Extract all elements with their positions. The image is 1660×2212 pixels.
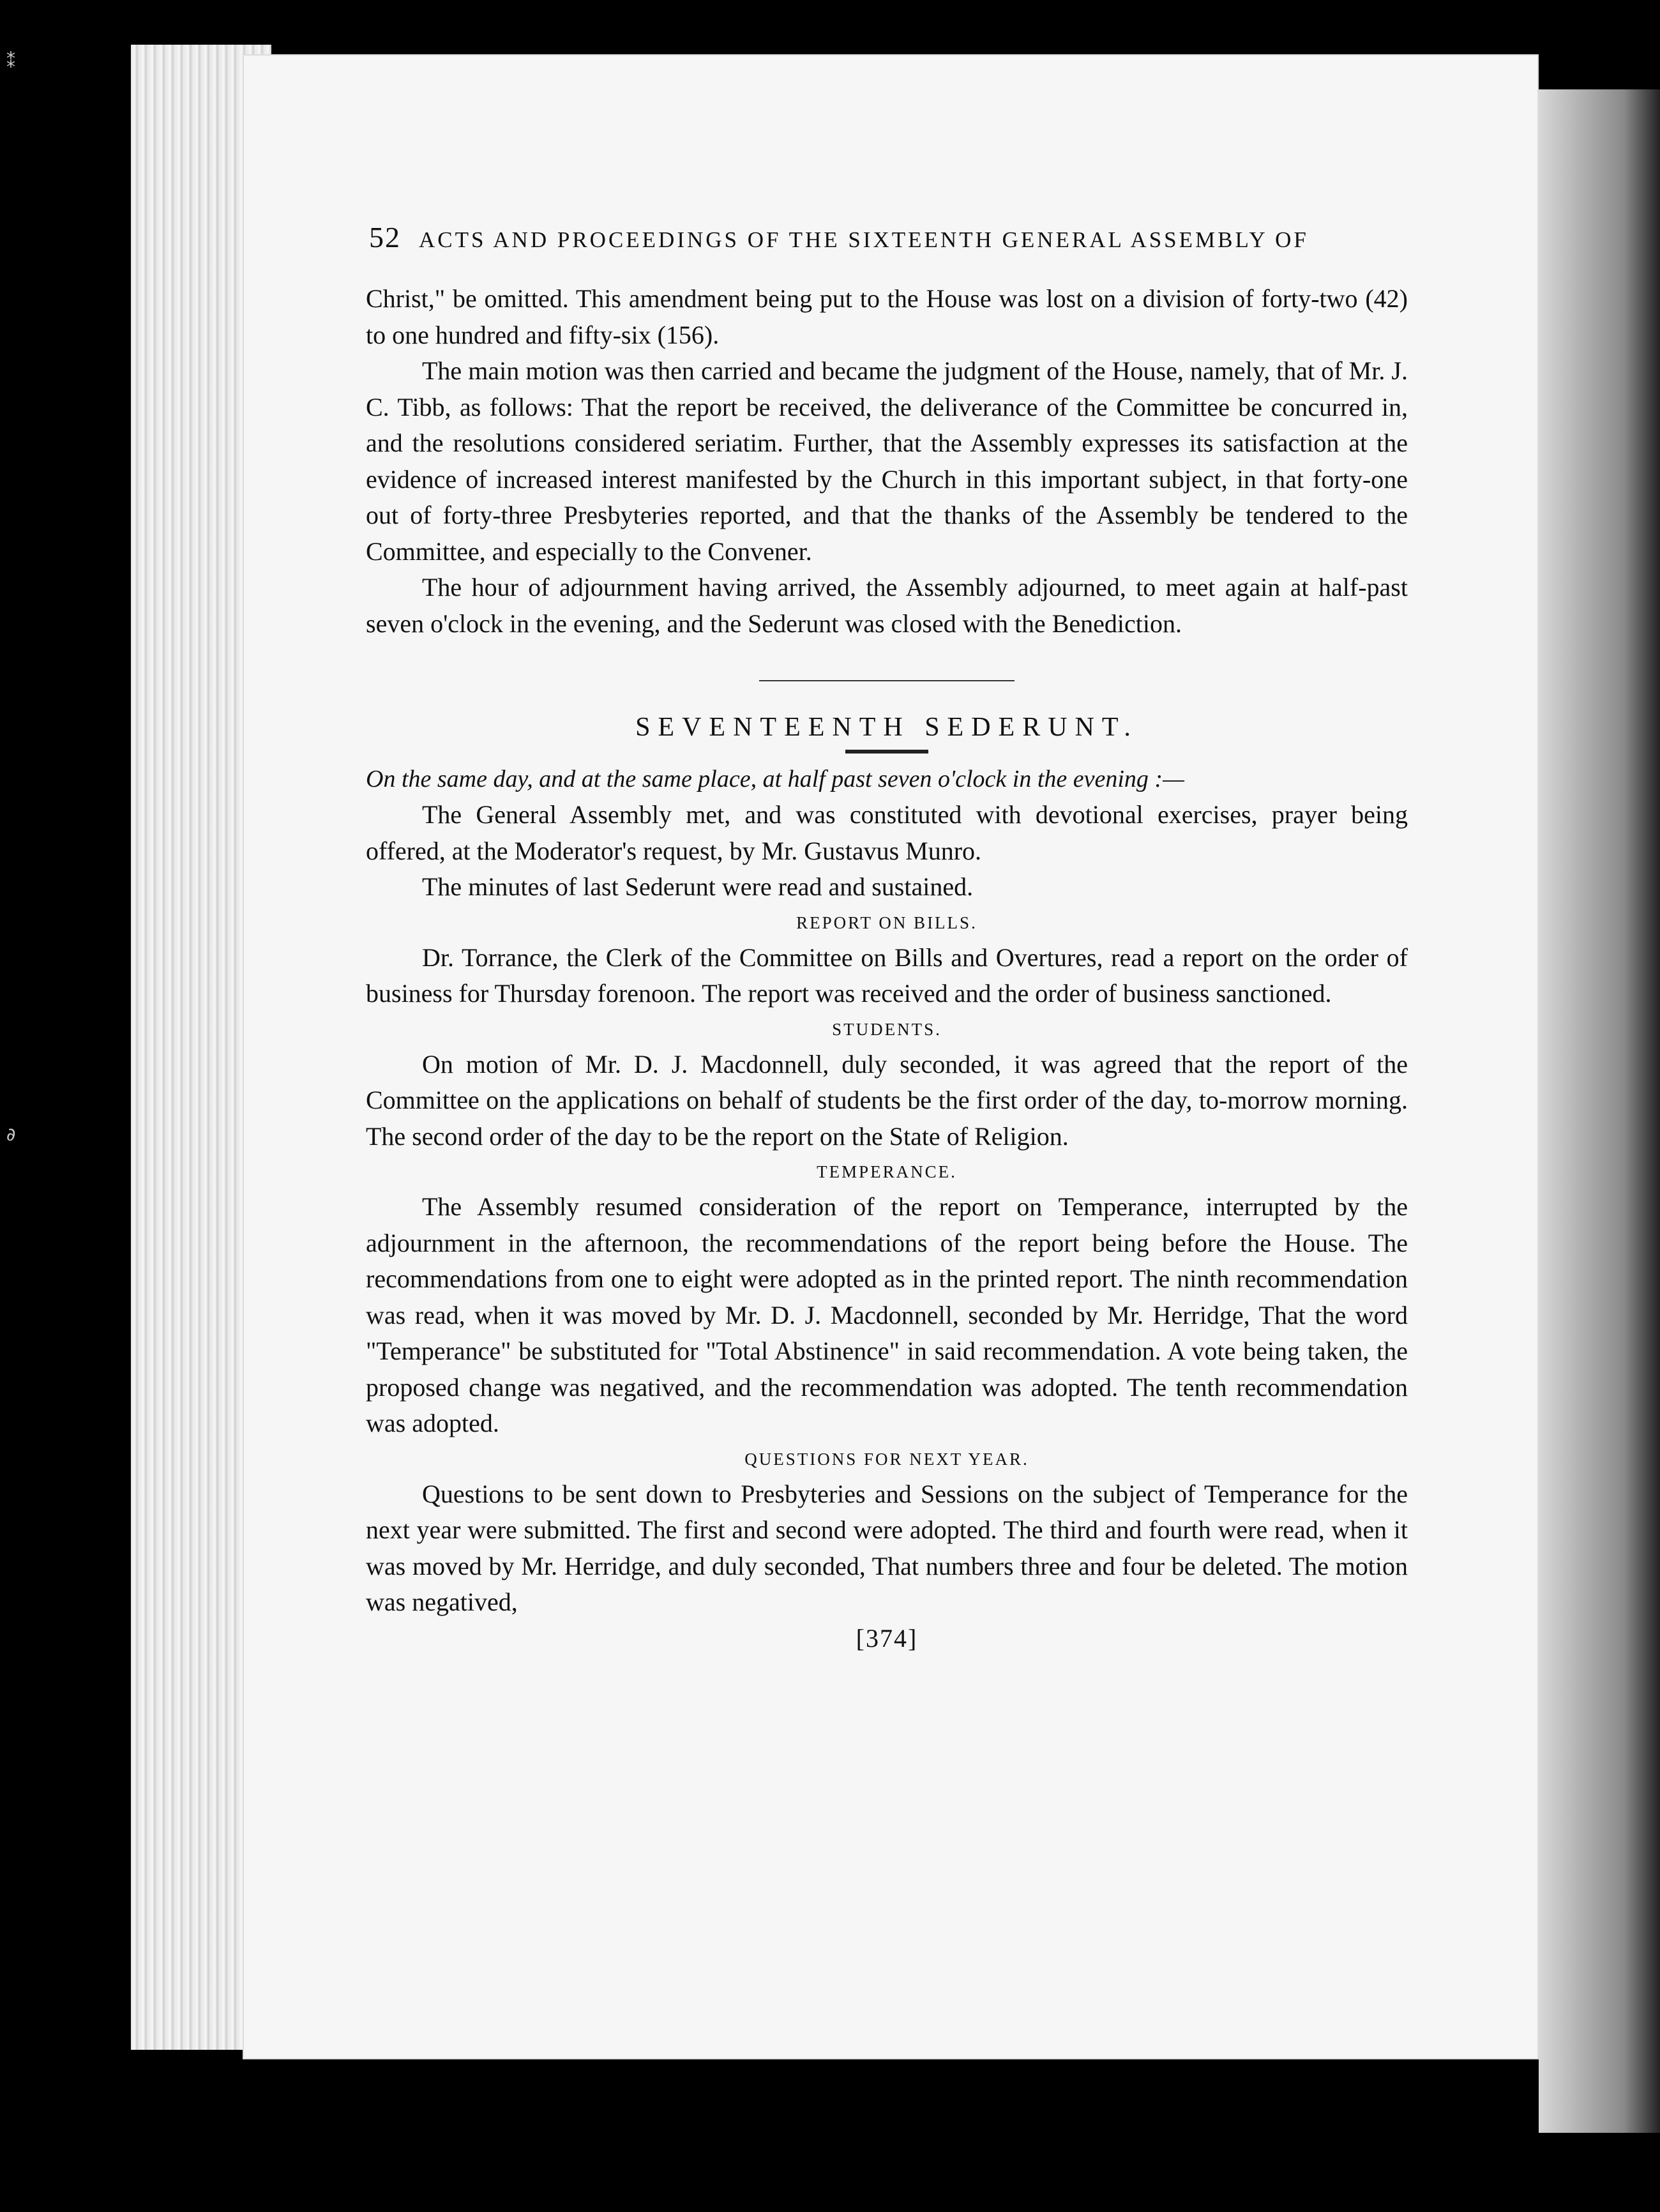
paragraph: The General Assembly met, and was constituted with devotional exercises, prayer being offered, at the Moderator's request, by Mr. Gustavus Munro. bbox=[366, 800, 1408, 865]
section-divider bbox=[759, 680, 1015, 681]
margin-mark: ⁑ bbox=[6, 51, 15, 72]
section-heading: QUESTIONS FOR NEXT YEAR. bbox=[744, 1449, 1029, 1469]
binding-shadow bbox=[1539, 89, 1660, 2133]
paragraph: The minutes of last Sederunt were read and sustained. bbox=[422, 872, 974, 901]
running-title: ACTS AND PROCEEDINGS OF THE SIXTEENTH GENERAL ASSEMBLY OF bbox=[419, 227, 1309, 252]
section-heading: REPORT ON BILLS. bbox=[796, 913, 977, 932]
paragraph: Questions to be sent down to Presbyteries and Sessions on the subject of Temperance for the next year were submitted. The first and second were adopted. The third and fourth were read, when it was moved by Mr. Herridge, and duly seconded, That numbers three and four be deleted. The motion was negatived, bbox=[366, 1479, 1408, 1616]
paragraph: The hour of adjournment having arrived, the Assembly adjourned, to meet again at half-past seven o'clock in the evening, and the Sederunt was closed with the Benediction. bbox=[366, 573, 1408, 638]
paragraph: Dr. Torrance, the Clerk of the Committee on Bills and Overtures, read a report on the order of business for Thursday forenoon. The report was received and the order of business sanctioned. bbox=[366, 943, 1408, 1008]
page-number: 52 bbox=[369, 221, 401, 254]
paragraph: Christ," be omitted. This amendment being put to the House was lost on a division of forty-two (42) to one hundred and fifty-six (156). bbox=[366, 284, 1408, 349]
section-heading: TEMPERANCE. bbox=[817, 1162, 957, 1181]
sederunt-intro: On the same day, and at the same place, at half past seven o'clock in the evening :— bbox=[366, 765, 1184, 792]
running-header bbox=[369, 220, 1365, 254]
paragraph: The Assembly resumed consideration of the report on Temperance, interrupted by the adjournment in the afternoon, the recommendations of the report being before the House. The recommendations from one to eight were adopted as in the printed report. The ninth recommendation was read, when it was moved by Mr. D. J. Macdonnell, seconded by Mr. Herridge, That the word "Temperance" be substituted for "Total Abstinence" in said recommendation. A vote being taken, the proposed change was negatived, and the recommendation was adopted. The tenth recommendation was adopted. bbox=[366, 1192, 1408, 1437]
paragraph: On motion of Mr. D. J. Macdonnell, duly seconded, it was agreed that the report of the Committee on the applications on behalf of students be the first order of the day, to-morrow morning. The second order of the day to be the report on the State of Religion. bbox=[366, 1049, 1408, 1151]
title-underline bbox=[845, 750, 928, 754]
folio-number: [374] bbox=[856, 1623, 918, 1653]
sederunt-title: SEVENTEENTH SEDERUNT. bbox=[635, 713, 1138, 742]
paragraph: The main motion was then carried and became the judgment of the House, namely, that of Mr. J. C. Tibb, as follows: That the report be received, the deliverance of the Committee be concurred in, and the resolutions considered seriatim. Further, that the Assembly expresses its satisfaction at the evidence of increased interest manifested by the Church in this important subject, in that forty-one out of forty-three Presbyteries reported, and that the thanks of the Assembly be tendered to the Committee, and especially to the Convener. bbox=[366, 356, 1408, 566]
section-heading: STUDENTS. bbox=[832, 1019, 942, 1039]
margin-mark: ∂ bbox=[6, 1124, 16, 1145]
page-body bbox=[366, 281, 1408, 1656]
